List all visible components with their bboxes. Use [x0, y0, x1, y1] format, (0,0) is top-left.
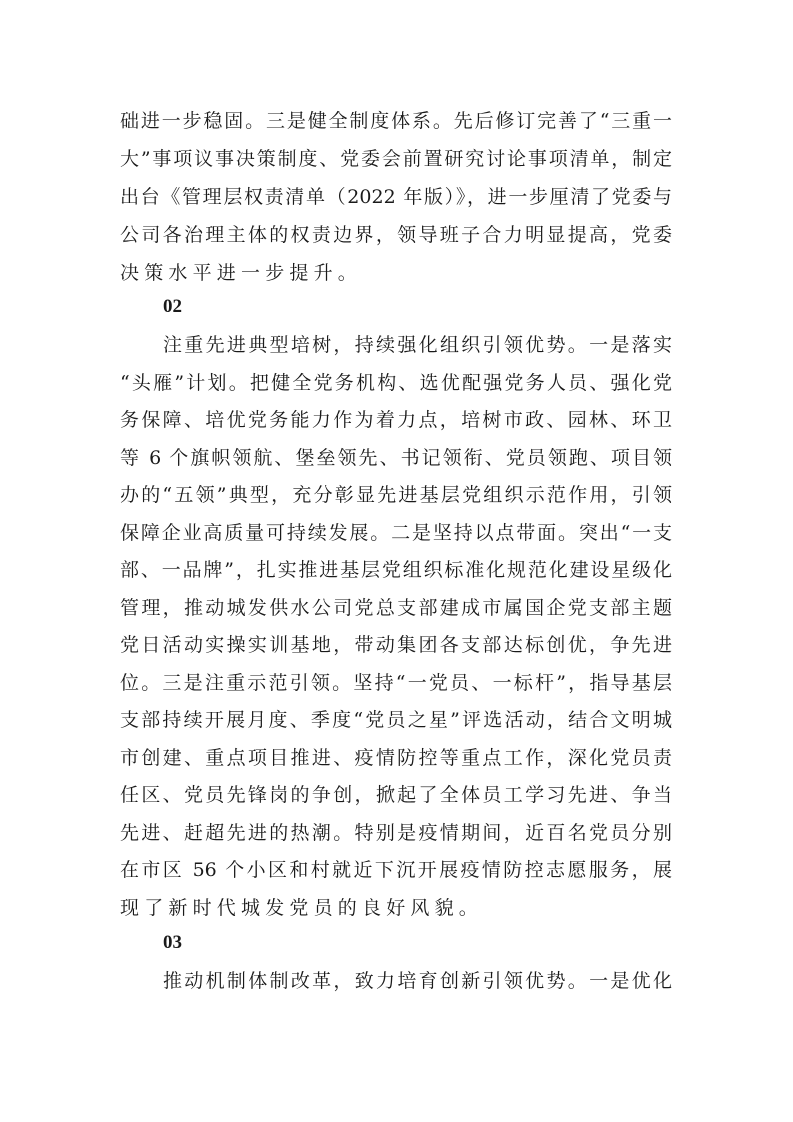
text-line: 等 6 个旗帜领航、堡垒领先、书记领衔、党员领跑、项目领: [120, 446, 672, 469]
text-line: “头雁”计划。把健全党务机构、选优配强党务人员、强化党: [120, 371, 672, 394]
text-line: 任区、党员先锋岗的争创，掀起了全体员工学习先进、争当: [120, 784, 672, 806]
text-line: 务保障、培优党务能力作为着力点，培树市政、园林、环卫: [120, 409, 672, 431]
text-line: 党日活动实操实训基地，带动集团各支部达标创优，争先进: [120, 634, 672, 656]
text-line: 市创建、重点项目推进、疫情防控等重点工作，深化党员责: [120, 746, 672, 769]
section-number-02: 02: [163, 296, 182, 317]
text-line: 位。三是注重示范引领。坚持“一党员、一标杆”，指导基层: [120, 671, 672, 694]
text-line: 先进、赶超先进的热潮。特别是疫情期间，近百名党员分别: [120, 821, 672, 844]
text-line: 在市区 56 个小区和村就近下沉开展疫情防控志愿服务，展: [120, 859, 672, 881]
text-line: 出台《管理层权责清单（2022 年版）》，进一步厘清了党委与: [120, 186, 672, 208]
text-line: 管理，推动城发供水公司党总支部建成市属国企党支部主题: [120, 596, 672, 619]
text-line: 公司各治理主体的权责边界，领导班子合力明显提高，党委: [120, 224, 672, 246]
text-line: 大”事项议事决策制度、党委会前置研究讨论事项清单，制定: [120, 148, 672, 170]
text-line: 现了新时代城发党员的良好风貌。: [120, 896, 484, 919]
text-line: 支部持续开展月度、季度“党员之星”评选活动，结合文明城: [120, 709, 672, 731]
text-line: 保障企业高质量可持续发展。二是坚持以点带面。突出“一支: [120, 521, 672, 544]
text-line: 部、一品牌”，扎实推进基层党组织标准化规范化建设星级化: [120, 559, 672, 581]
text-line: 础进一步稳固。三是健全制度体系。先后修订完善了“三重一: [120, 110, 672, 132]
text-line: 办的“五领”典型，充分彰显先进基层党组织示范作用，引领: [120, 484, 672, 506]
text-line: 注重先进典型培树，持续强化组织引领优势。一是落实: [163, 334, 672, 356]
text-line: 决策水平进一步提升。: [120, 262, 363, 284]
text-line: 推动机制体制改革，致力培育创新引领优势。一是优化: [163, 970, 672, 992]
section-number-03: 03: [163, 932, 182, 953]
